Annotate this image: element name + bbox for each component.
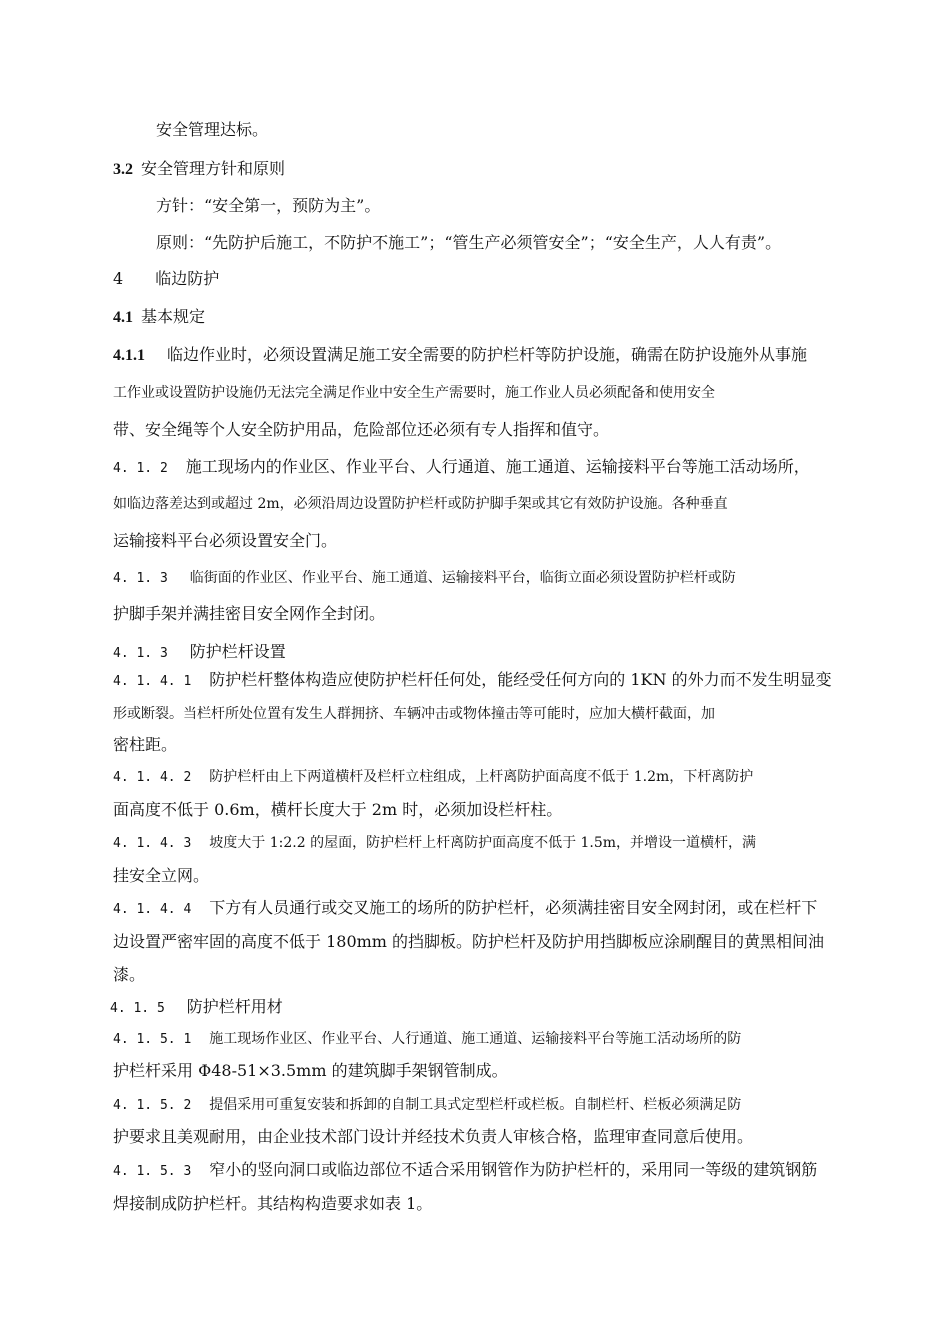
section-heading xyxy=(113,159,285,180)
clause-title: 防护栏杆设置 xyxy=(189,642,286,661)
clause-line xyxy=(113,898,817,920)
line-text: 护栏杆采用 Φ48-51×3.5mm 的建筑脚手架钢管制成。 xyxy=(113,1061,508,1080)
text-line xyxy=(156,120,268,140)
section-heading xyxy=(113,269,219,289)
clause-number: 4. 1. 5. 3 xyxy=(113,1164,192,1179)
line-text: 防护栏杆由上下两道横杆及栏杆立柱组成，上杆离防护面高度不低于 1.2m，下杆离防护 xyxy=(209,769,754,785)
section-title: 安全管理方针和原则 xyxy=(141,159,286,178)
line-text: 安全管理达标。 xyxy=(156,120,269,139)
text-line xyxy=(113,420,609,440)
line-text: 边设置严密牢固的高度不低于 180mm 的挡脚板。防护栏杆及防护用挡脚板应涂刷醒目的黄黑相间油 xyxy=(113,932,825,951)
line-text: 施工现场内的作业区、作业平台、人行通道、施工通道、运输接料平台等施工活动场所， xyxy=(185,457,810,476)
clause-line xyxy=(113,345,807,366)
clause-line xyxy=(113,1095,741,1116)
section-title: 临边防护 xyxy=(155,269,220,288)
clause-line xyxy=(113,1160,817,1182)
section-heading xyxy=(113,307,205,328)
line-text: 如临边落差达到或超过 2m，必须沿周边设置防护栏杆或防护脚手架或其它有效防护设施。各种垂直 xyxy=(113,496,728,512)
line-text: 密柱距。 xyxy=(113,735,178,754)
clause-line xyxy=(113,568,736,589)
line-text: 坡度大于 1:2.2 的屋面，防护栏杆上杆离防护面高度不低于 1.5m，并增设一道横杆，满 xyxy=(209,835,757,851)
line-text: 工作业或设置防护设施仍无法完全满足作业中安全生产需要时，施工作业人员必须配备和使用安全 xyxy=(113,385,715,401)
line-text: 护要求且美观耐用，由企业技术部门设计并经技术负责人审核合格，监理审查同意后使用。 xyxy=(113,1127,754,1146)
clause-heading xyxy=(110,997,283,1019)
clause-number: 4. 1. 5. 1 xyxy=(113,1032,192,1047)
line-text: 临边作业时，必须设置满足施工安全需要的防护栏杆等防护设施，确需在防护设施外从事施 xyxy=(167,345,808,364)
clause-line xyxy=(113,670,832,692)
clause-number: 4. 1. 5. 2 xyxy=(113,1098,192,1113)
line-text: 下方有人员通行或交叉施工的场所的防护栏杆，必须满挂密目安全网封闭，或在栏杆下 xyxy=(209,898,818,917)
text-line xyxy=(113,866,209,886)
line-text: 护脚手架并满挂密目安全网作全封闭。 xyxy=(113,604,386,623)
clause-number: 4. 1. 2 xyxy=(113,461,168,476)
clause-line xyxy=(113,833,756,854)
text-line xyxy=(113,1127,753,1147)
section-number: 3.2 xyxy=(113,161,133,178)
text-line xyxy=(113,932,824,952)
clause-number: 4. 1. 5 xyxy=(110,1001,165,1016)
clause-number: 4. 1. 3 xyxy=(113,646,168,661)
line-text: 提倡采用可重复安装和拆卸的自制工具式定型栏杆或栏板。自制栏杆、栏板必须满足防 xyxy=(209,1097,742,1113)
line-text: 漆。 xyxy=(113,965,146,984)
line-text: 防护栏杆整体构造应使防护栏杆任何处，能经受任何方向的 1KN 的外力而不发生明显变 xyxy=(209,670,832,689)
text-line xyxy=(156,196,380,216)
line-text: 临街面的作业区、作业平台、施工通道、运输接料平台，临街立面必须设置防护栏杆或防 xyxy=(189,570,736,586)
clause-heading xyxy=(113,642,286,664)
line-text: 面高度不低于 0.6m，横杆长度大于 2m 时，必须加设栏杆柱。 xyxy=(113,800,563,819)
clause-line xyxy=(113,457,810,479)
line-text: 带、安全绳等个人安全防护用品，危险部位还必须有专人指挥和值守。 xyxy=(113,420,610,439)
section-title: 基本规定 xyxy=(141,307,206,326)
text-line xyxy=(113,531,337,551)
line-text: 形或断裂。当栏杆所处位置有发生人群拥挤、车辆冲击或物体撞击等可能时，应加大横杆截面，加 xyxy=(113,706,715,722)
line-text: 窄小的竖向洞口或临边部位不适合采用钢管作为防护栏杆的，采用同一等级的建筑钢筋 xyxy=(209,1160,818,1179)
clause-number: 4. 1. 4. 3 xyxy=(113,836,192,851)
text-line xyxy=(113,1061,508,1081)
line-text: 焊接制成防护栏杆。其结构构造要求如表 1。 xyxy=(113,1194,433,1213)
section-number: 4.1 xyxy=(113,309,133,326)
line-text: 运输接料平台必须设置安全门。 xyxy=(113,531,338,550)
clause-number: 4. 1. 3 xyxy=(113,571,168,586)
line-text: 挂安全立网。 xyxy=(113,866,210,885)
text-line xyxy=(113,383,715,403)
text-line xyxy=(113,604,385,624)
clause-number: 4. 1. 4. 1 xyxy=(113,674,192,689)
clause-number: 4. 1. 4. 2 xyxy=(113,770,192,785)
text-line xyxy=(113,494,728,514)
text-line xyxy=(113,965,145,985)
text-line xyxy=(113,735,177,755)
text-line xyxy=(156,233,781,253)
line-text: 方针：“安全第一，预防为主”。 xyxy=(156,196,381,215)
clause-line xyxy=(113,1029,741,1050)
clause-line xyxy=(113,767,753,788)
line-text: 施工现场作业区、作业平台、人行通道、施工通道、运输接料平台等施工活动场所的防 xyxy=(209,1031,742,1047)
text-line xyxy=(113,800,562,820)
section-number: 4 xyxy=(113,269,124,288)
text-line xyxy=(113,1194,432,1214)
line-text: 原则：“先防护后施工，不防护不施工”；“管生产必须管安全”；“安全生产，人人有责”。 xyxy=(156,233,782,252)
clause-title: 防护栏杆用材 xyxy=(186,997,283,1016)
clause-number: 4.1.1 xyxy=(113,347,145,364)
text-line xyxy=(113,704,715,724)
clause-number: 4. 1. 4. 4 xyxy=(113,902,192,917)
